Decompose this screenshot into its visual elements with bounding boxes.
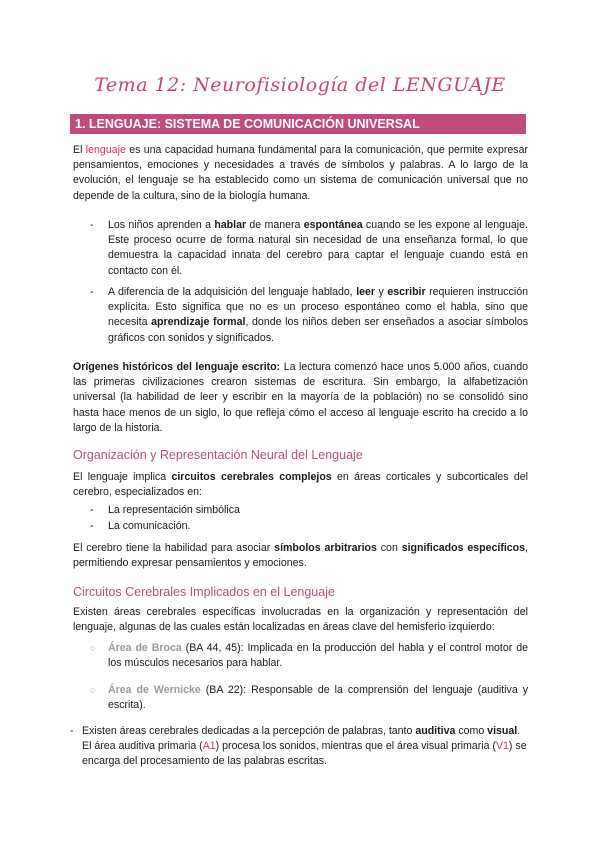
bullet-dash: - — [90, 286, 94, 298]
bullet-dash: - — [90, 520, 94, 532]
simbolos-paragraph: El cerebro tiene la habilidad para asociar símbolos arbitrarios con significados específicos, permitiendo expresar pensamientos y emociones. — [73, 542, 528, 570]
bullet-dash: - — [70, 725, 74, 737]
lenguaje-keyword: lenguaje — [85, 144, 126, 156]
broca-item: Área de Broca (BA 44, 45): Implicada en la producción del habla y el control motor de los músculos necesarios para hablar. — [108, 642, 528, 670]
circle-bullet-icon: ○ — [90, 643, 96, 653]
wernicke-item: Área de Wernicke (BA 22): Responsable de la comprensión del lenguaje (auditiva y escrita). — [108, 684, 528, 712]
list-item: La representación simbólica — [108, 504, 240, 516]
page-title: Tema 12: Neurofisiología del LENGUAJE — [94, 74, 506, 96]
origenes-paragraph: Orígenes históricos del lenguaje escrito: La lectura comenzó hace unos 5.000 años, cuando las primeras civilizaciones crearon sistemas de escritura. Sin embargo, la alfabetización universal (la habilidad de leer y escribir en la mayoría de la población) no se consolidó sino hasta hace menos de un siglo, lo que refleja cómo el acceso al lenguaje escrito ha crecido a lo largo de la historia. — [73, 361, 528, 434]
bullet-dash: - — [90, 219, 94, 231]
percepcion-item: Existen áreas cerebrales dedicadas a la percepción de palabras, tanto auditiva como visual. El área auditiva primaria (A1) procesa los sonidos, mientras que el área visual primaria (V1) se encarga del procesamiento de las palabras escritas. — [82, 725, 527, 768]
section-heading-circuitos: Circuitos Cerebrales Implicados en el Lenguaje — [73, 585, 335, 599]
areas-paragraph: Existen áreas cerebrales específicas involucradas en la organización y representación del lenguaje, algunas de las cuales están localizadas en áreas clave del hemisferio izquierdo: — [73, 606, 528, 634]
section-heading-lenguaje: 1. LENGUAJE: SISTEMA DE COMUNICACIÓN UNIVERSAL — [70, 114, 526, 134]
intro-paragraph: El lenguaje es una capacidad humana fundamental para la comunicación, que permite expresar pensamientos, emociones y necesidades a través de símbolos y palabras. A lo largo de la evolución, el lenguaje se ha establecido como un sistema de comunicación universal que no depende de la cultura, sino de la biología humana. — [73, 144, 528, 202]
section-heading-organizacion: Organización y Representación Neural del Lenguaje — [73, 448, 363, 462]
circuitos-paragraph: El lenguaje implica circuitos cerebrales complejos en áreas corticales y subcorticales del cerebro, especializados en: — [73, 471, 528, 499]
bullet-hablar: Los niños aprenden a hablar de manera espontánea cuando se les expone al lenguaje. Este proceso ocurre de forma natural sin necesidad de una enseñanza formal, lo que demuestra la capacidad innata del cerebro para captar el lenguaje cuando está en contacto con él. — [108, 219, 528, 277]
bullet-leer-escribir: A diferencia de la adquisición del lenguaje hablado, leer y escribir requieren instrucción explícita. Esto significa que no es un proceso espontáneo como el habla, sino que necesita aprendizaje formal, donde los niños deben ser enseñados a asociar símbolos gráficos con sonidos y significados. — [108, 286, 529, 344]
bullet-dash: - — [90, 504, 94, 516]
list-item: La comunicación. — [108, 520, 191, 532]
circle-bullet-icon: ○ — [90, 685, 96, 695]
